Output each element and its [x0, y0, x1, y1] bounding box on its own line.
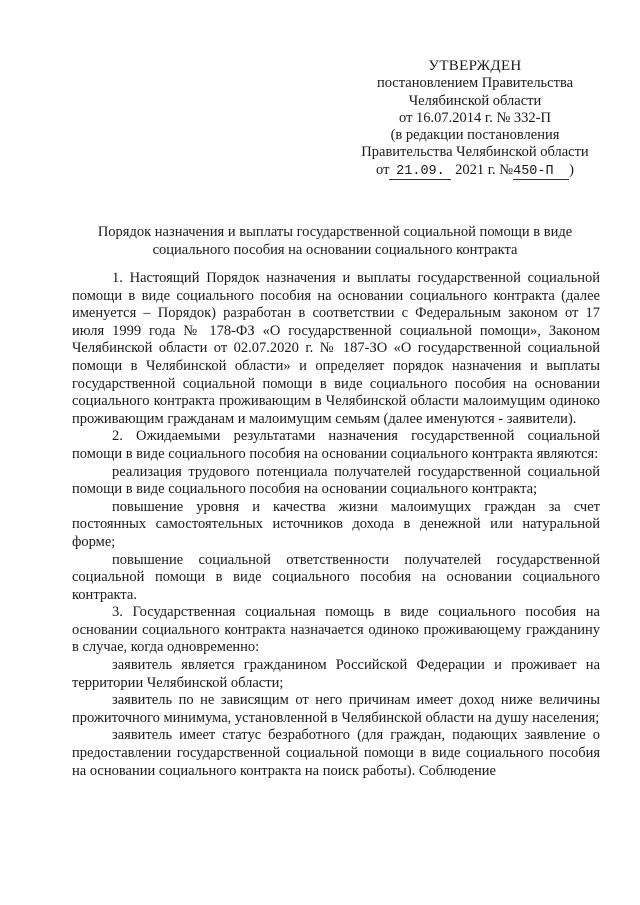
paragraph: повышение уровня и качества жизни малоимущих граждан за счет постоянных самостоятельных источников дохода в денежной или натуральной форме;: [72, 498, 600, 550]
paragraph: заявитель является гражданином Российской Федерации и проживает на территории Челябинской области;: [72, 657, 600, 691]
year-text: 2021 г. №: [455, 161, 514, 178]
document-title: Порядок назначения и выплаты государственной социальной помощи в виде социального пособия на основании социального контракта: [97, 224, 573, 258]
amendment-date-line: [340, 162, 610, 180]
paragraph: реализация трудового потенциала получателей государственной социальной помощи в виде социального пособия на основании социального контракта;: [72, 463, 600, 498]
approval-line: постановлением Правительства: [376, 75, 574, 92]
paragraph: заявитель имеет статус безработного (для граждан, подающих заявление о предоставлении государственной социальной помощи в виде социального пособия на основании социального контракта на поиск работы). Соблюдение: [72, 727, 600, 779]
approval-stamp: [340, 58, 610, 180]
approval-heading: УТВЕРЖДЕН: [428, 58, 522, 74]
filled-date: 21.09.: [389, 165, 451, 180]
approval-line: Правительства Челябинской области: [361, 144, 589, 161]
approval-line: от 16.07.2014 г. № 332-П: [399, 109, 551, 126]
approval-line: Челябинской области: [408, 92, 542, 109]
approval-line: (в редакции постановления: [390, 127, 560, 144]
paragraph: 2. Ожидаемыми результатами назначения государственной социальной помощи в виде социального пособия на основании социального контракта являются:: [72, 428, 600, 462]
document-body: [72, 270, 600, 780]
paragraph: 1. Настоящий Порядок назначения и выплаты государственной социальной помощи в виде социального пособия на основании социального контракта (далее именуется – Порядок) разработан в соответствии с Федеральным законом от 17 июля 1999 года № 178-ФЗ «О государственной социальной помощи», Законом Челябинской области от 02.07.2020 г. № 187-ЗО «О государственной социальной помощи в Челябинской области» и определяет порядок назначения и выплаты государственной социальной помощи в виде социального пособия на основании социального контракта проживающим в Челябинской области малоимущим одиноко проживающим гражданам и малоимущим семьям (далее именуются - заявители).: [72, 270, 600, 427]
paragraph: повышение социальной ответственности получателей государственной социальной помощи в виде социального пособия на основании социального контракта.: [72, 551, 600, 603]
paragraph: заявитель по не зависящим от него причинам имеет доход ниже величины прожиточного минимума, установленной в Челябинской области на душу населения;: [72, 692, 600, 726]
paragraph: 3. Государственная социальная помощь в виде социального пособия на основании социального контракта назначается одиноко проживающему гражданину в случае, когда одновременно:: [72, 604, 600, 656]
date-prefix: от: [376, 161, 390, 178]
closing-paren: ): [569, 161, 574, 178]
filled-number: 450-П: [513, 165, 569, 180]
